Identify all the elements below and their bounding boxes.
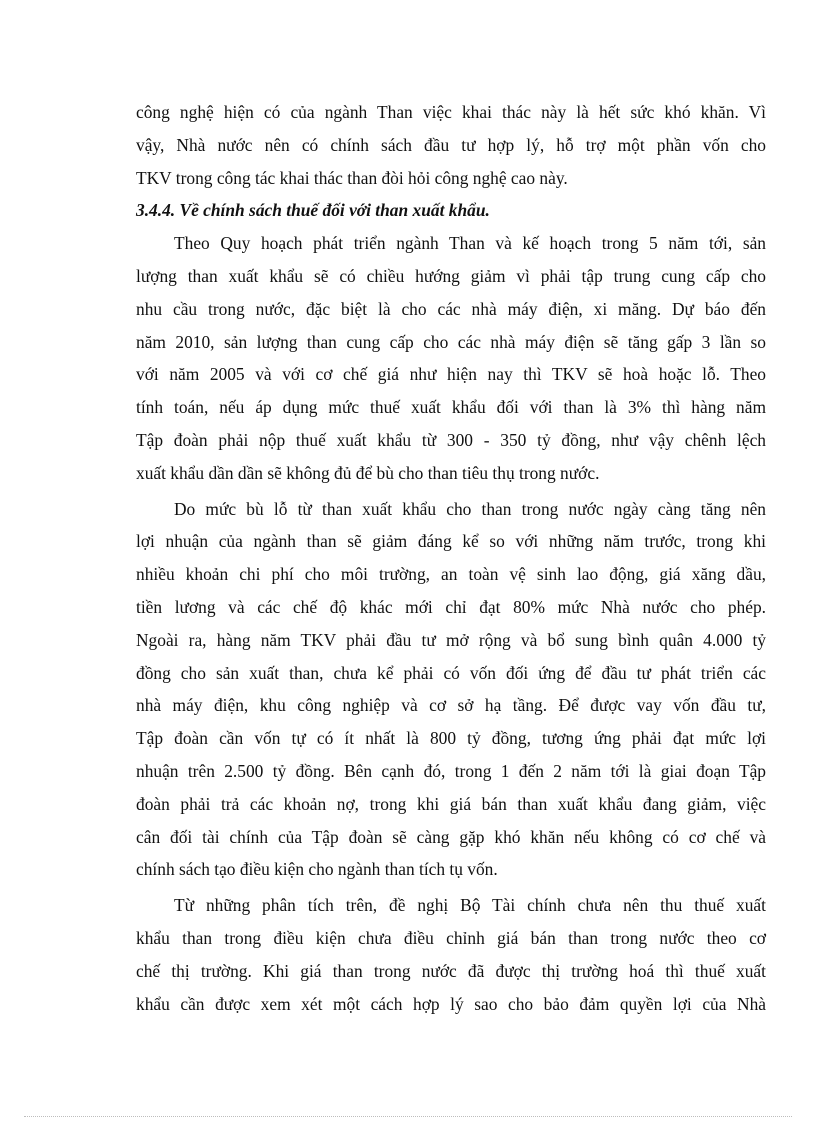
text-line: tính toán, nếu áp dụng mức thuế xuất khẩu đối với than là 3% thì hàng năm [136, 397, 766, 418]
paragraph-2 [136, 493, 766, 887]
document-page [136, 96, 766, 1020]
text-line: đoàn phải trả các khoản nợ, trong khi giá bán than xuất khẩu đang giảm, việc [136, 793, 766, 814]
paragraph-1 [136, 227, 766, 489]
text-line: Tập đoàn cần vốn tự có ít nhất là 800 tỷ đồng, tương ứng phải đạt mức lợi [136, 728, 766, 749]
continuation-paragraph [136, 96, 766, 194]
text-line: Theo Quy hoạch phát triển ngành Than và kế hoạch trong 5 năm tới, sản [174, 233, 766, 254]
section-heading: 3.4.4. Về chính sách thuế đối với than xuất khẩu. [136, 200, 490, 221]
text-line: TKV trong công tác khai thác than đòi hỏi công nghệ cao này. [136, 167, 568, 188]
text-line: khẩu cần được xem xét một cách hợp lý sao cho bảo đảm quyền lợi của Nhà [136, 993, 766, 1014]
text-line: khẩu than trong điều kiện chưa điều chỉnh giá bán than trong nước theo cơ [136, 927, 766, 948]
paragraph-3 [136, 889, 766, 1020]
page-bottom-divider [24, 1116, 792, 1117]
text-line: nhuận trên 2.500 tỷ đồng. Bên cạnh đó, trong 1 đến 2 năm tới là giai đoạn Tập [136, 760, 766, 781]
text-line: vậy, Nhà nước nên có chính sách đầu tư hợp lý, hỗ trợ một phần vốn cho [136, 134, 766, 155]
text-line: cân đối tài chính của Tập đoàn sẽ càng gặp khó khăn nếu không có cơ chế và [136, 826, 766, 847]
text-line: với năm 2005 và với cơ chế giá như hiện nay thì TKV sẽ hoà hoặc lỗ. Theo [136, 364, 766, 385]
text-line: đồng cho sản xuất than, chưa kể phải có vốn đối ứng để đầu tư phát triển các [136, 662, 766, 683]
text-line: lượng than xuất khẩu sẽ có chiều hướng giảm vì phải tập trung cung cấp cho [136, 265, 766, 286]
text-line: nhiều khoản chi phí cho môi trường, an toàn vệ sinh lao động, giá xăng dầu, [136, 564, 766, 585]
text-line: xuất khẩu dần dần sẽ không đủ để bù cho than tiêu thụ trong nước. [136, 462, 600, 483]
text-line: tiền lương và các chế độ khác mới chỉ đạt 80% mức Nhà nước cho phép. [136, 596, 766, 617]
text-line: chế thị trường. Khi giá than trong nước đã được thị trường hoá thì thuế xuất [136, 960, 766, 981]
text-line: chính sách tạo điều kiện cho ngành than tích tụ vốn. [136, 859, 498, 880]
text-line: Tập đoàn phải nộp thuế xuất khẩu từ 300 - 350 tỷ đồng, như vậy chênh lệch [136, 429, 766, 450]
text-line: Do mức bù lỗ từ than xuất khẩu cho than trong nước ngày càng tăng nên [174, 498, 766, 519]
text-line: nhà máy điện, khu công nghiệp và cơ sở hạ tầng. Để được vay vốn đầu tư, [136, 695, 766, 716]
text-line: công nghệ hiện có của ngành Than việc khai thác này là hết sức khó khăn. Vì [136, 102, 766, 122]
text-line: nhu cầu trong nước, đặc biệt là cho các nhà máy điện, xi măng. Dự báo đến [136, 298, 766, 319]
text-line: Từ những phân tích trên, đề nghị Bộ Tài chính chưa nên thu thuế xuất [174, 895, 766, 916]
text-line: năm 2010, sản lượng than cung cấp cho các nhà máy điện sẽ tăng gấp 3 lần so [136, 331, 766, 352]
text-line: Ngoài ra, hàng năm TKV phải đầu tư mở rộng và bổ sung bình quân 4.000 tỷ [136, 629, 766, 650]
text-line: lợi nhuận của ngành than sẽ giảm đáng kể so với những năm trước, trong khi [136, 531, 766, 552]
